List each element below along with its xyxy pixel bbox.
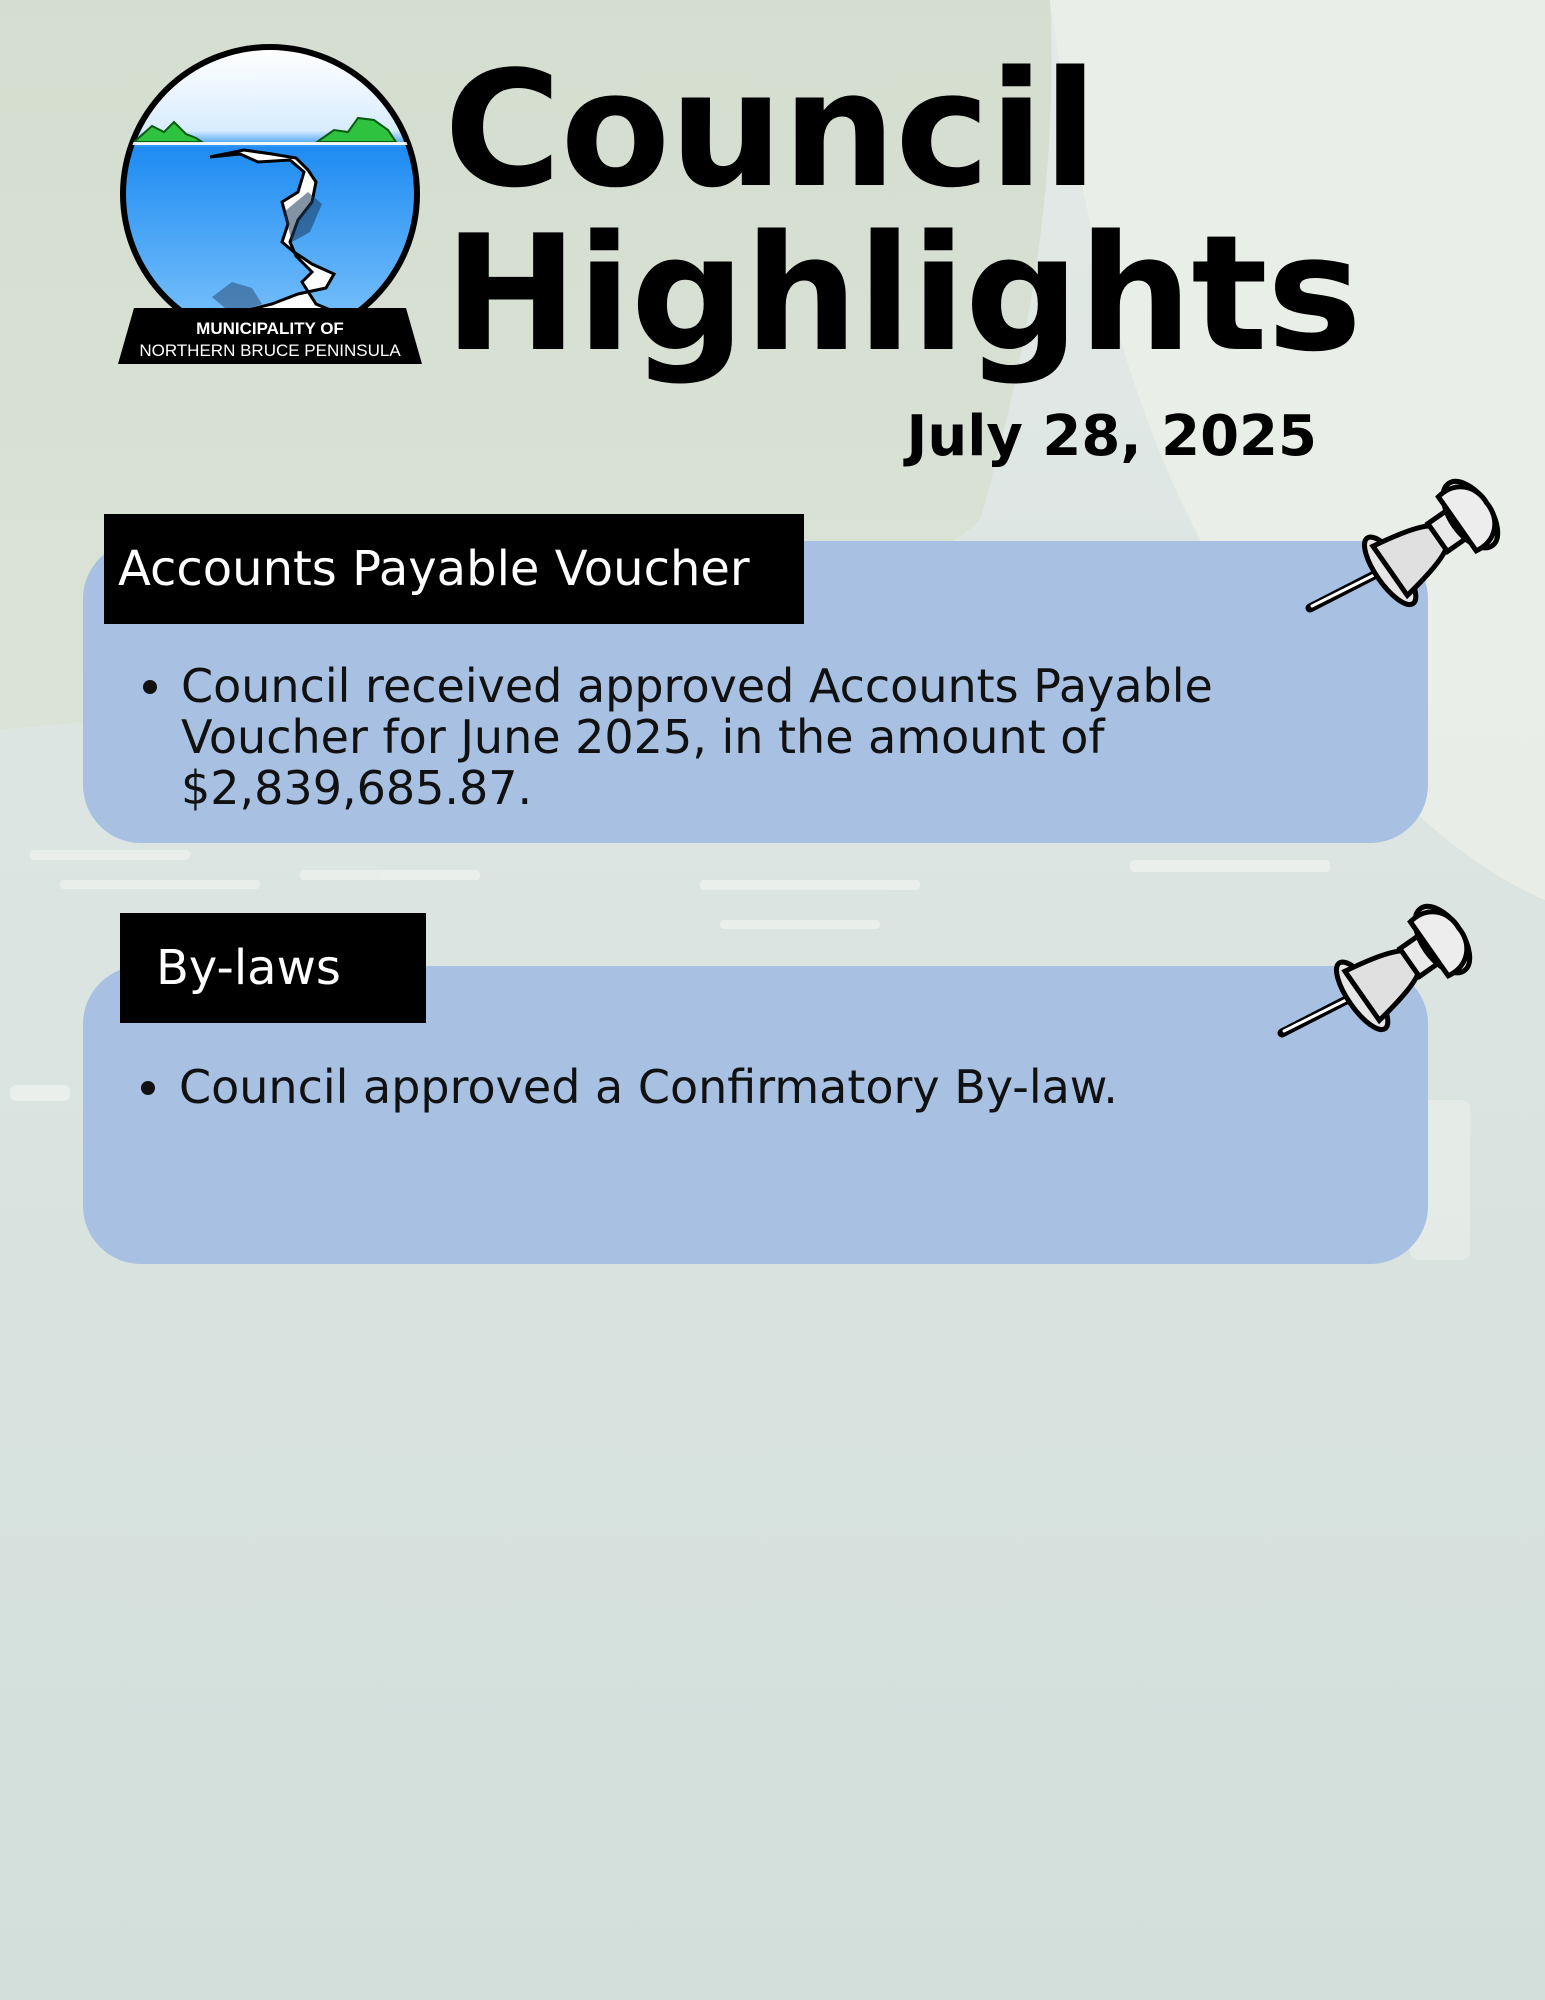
list-item: Council approved a Confirmatory By-law. xyxy=(139,1062,1398,1113)
logo-text-line2: NORTHERN BRUCE PENINSULA xyxy=(139,341,401,360)
municipality-logo xyxy=(112,42,428,372)
bullet-list xyxy=(139,1062,1398,1113)
title-line-2: Highlights xyxy=(444,200,1362,387)
list-item: Council received approved Accounts Payable Voucher for June 2025, in the amount of $2,839,685.87. xyxy=(141,661,1398,814)
pushpin-icon xyxy=(1274,895,1484,1045)
bullet-list xyxy=(141,661,1398,814)
title-line-1: Council xyxy=(444,36,1097,223)
pushpin-icon xyxy=(1302,470,1512,620)
section-heading-accounts-payable: Accounts Payable Voucher xyxy=(104,514,804,624)
meeting-date: July 28, 2025 xyxy=(906,404,1317,469)
logo-text-line1: MUNICIPALITY OF xyxy=(196,319,344,338)
page-title xyxy=(444,36,1362,387)
section-heading-bylaws: By-laws xyxy=(120,913,426,1023)
